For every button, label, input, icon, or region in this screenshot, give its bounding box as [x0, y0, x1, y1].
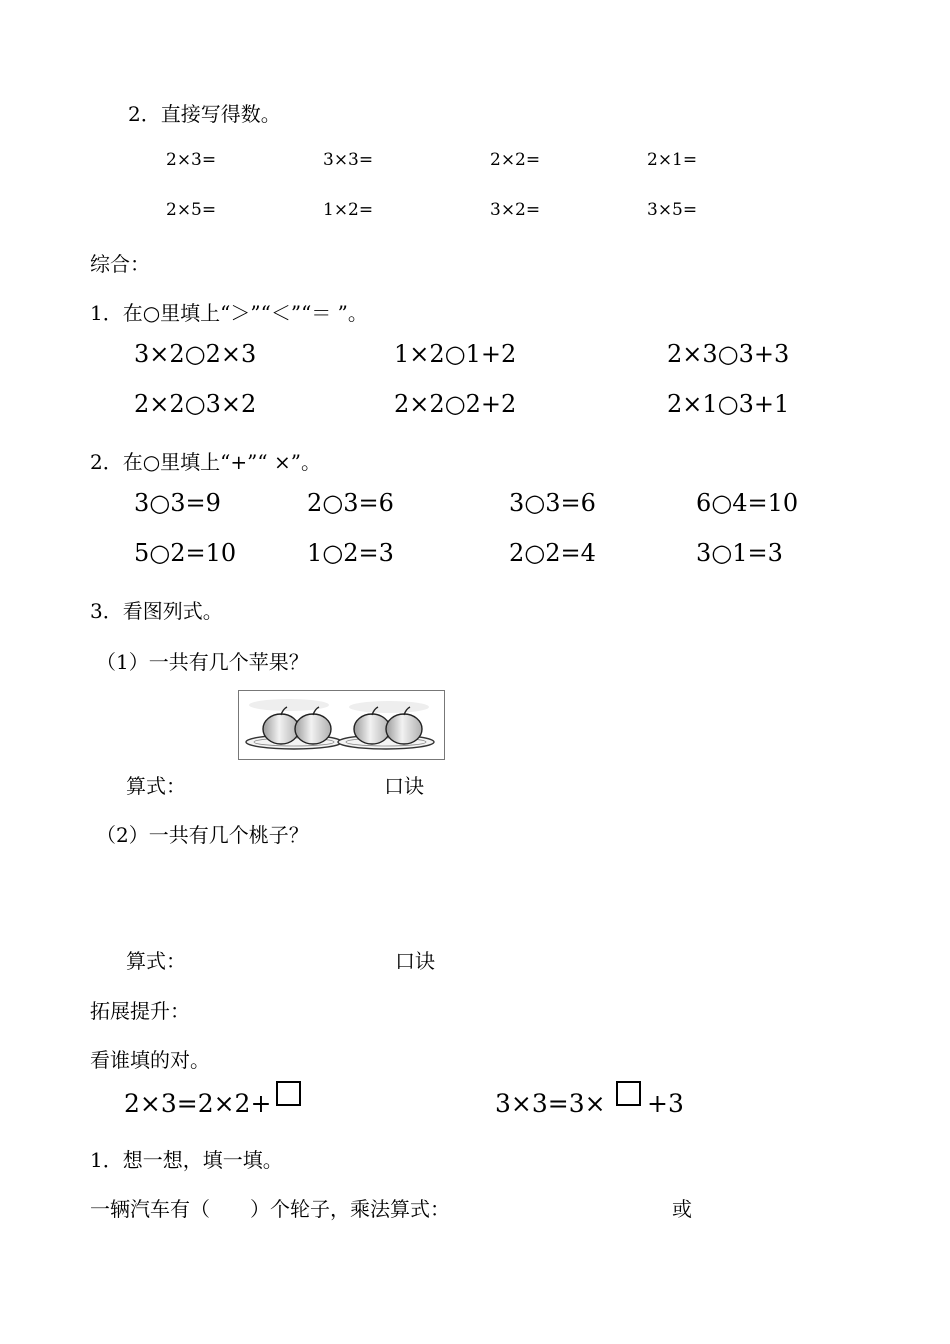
operator-item: 6○4=10 [696, 489, 799, 517]
direct-item: 2×2= [490, 150, 541, 170]
direct-item: 3×3= [323, 150, 374, 170]
direct-item: 3×2= [490, 200, 541, 220]
or-label: 或 [672, 1197, 692, 1221]
operator-item: 1○2=3 [307, 539, 394, 567]
apples-on-plates-image [238, 690, 445, 760]
direct-item: 2×1= [647, 150, 698, 170]
peach-rhyme-label: 口诀 [395, 949, 435, 973]
operator-item: 3○3=6 [509, 489, 596, 517]
operator-item: 2○2=4 [509, 539, 596, 567]
direct-item: 2×5= [166, 200, 217, 220]
compare-item: 3×2○2×3 [134, 340, 257, 368]
operator-item: 3○1=3 [696, 539, 783, 567]
direct-item: 3×5= [647, 200, 698, 220]
apple-question: （1）一共有几个苹果？ [96, 650, 309, 674]
think-fill-title: 1．想一想，填一填。 [90, 1148, 283, 1172]
compare-item: 2×1○3+1 [667, 390, 790, 418]
peach-question: （2）一共有几个桃子？ [96, 823, 309, 847]
compare-item: 2×2○2+2 [394, 390, 517, 418]
answer-box[interactable] [616, 1081, 641, 1106]
compare-item: 1×2○1+2 [394, 340, 517, 368]
fill-equation-2-right: +3 [647, 1089, 684, 1118]
compare-item: 2×3○3+3 [667, 340, 790, 368]
direct-item: 2×3= [166, 150, 217, 170]
comprehensive-heading: 综合： [90, 252, 150, 276]
answer-box[interactable] [276, 1081, 301, 1106]
operator-item: 2○3=6 [307, 489, 394, 517]
compare-question-title: 1．在○里填上“＞”“＜”“＝ ”。 [90, 301, 368, 325]
extension-heading: 拓展提升： [90, 999, 190, 1023]
extension-subheading: 看谁填的对。 [90, 1048, 210, 1072]
direct-item: 1×2= [323, 200, 374, 220]
direct-title: 2．直接写得数。 [128, 102, 281, 126]
picture-question-title: 3．看图列式。 [90, 599, 223, 623]
operator-item: 5○2=10 [134, 539, 237, 567]
fill-equation-1: 2×3=2×2+ [124, 1089, 272, 1118]
operator-question-title: 2．在○里填上“+”“ ×”。 [90, 450, 321, 474]
apple-rhyme-label: 口诀 [384, 774, 424, 798]
compare-item: 2×2○3×2 [134, 390, 257, 418]
operator-item: 3○3=9 [134, 489, 221, 517]
fill-equation-2-left: 3×3=3× [495, 1089, 606, 1118]
peach-formula-label: 算式： [126, 949, 186, 973]
car-wheels-question: 一辆汽车有（ ）个轮子，乘法算式： [90, 1197, 450, 1221]
apple-formula-label: 算式： [126, 774, 186, 798]
